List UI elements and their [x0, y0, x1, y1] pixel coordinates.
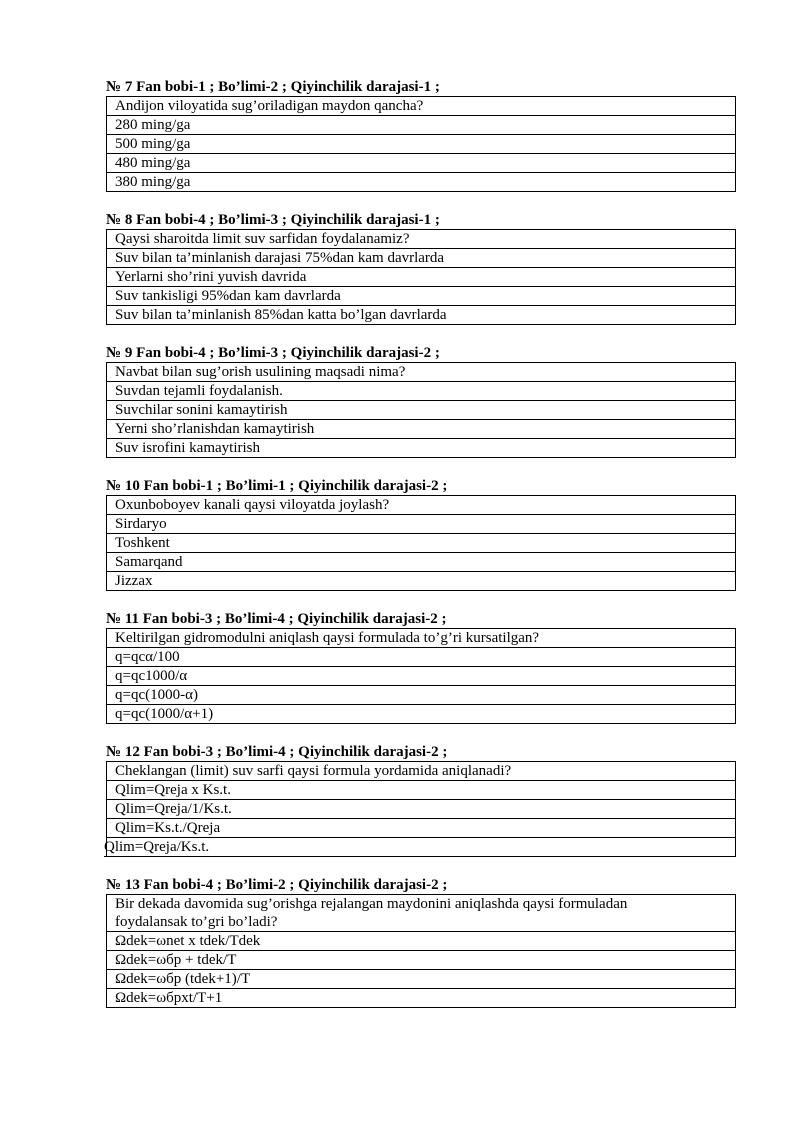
answer-option: q=qc1000/α — [107, 667, 735, 686]
answer-option: q=qcα/100 — [107, 648, 735, 667]
question-block-11 — [106, 610, 736, 724]
answer-option: Toshkent — [107, 534, 735, 553]
question-text: Bir dekada davomida sug’orishga rejalangan maydonini aniqlashda qaysi formuladan foydalansak to’gri bo’ladi? — [107, 895, 735, 932]
answer-option: q=qc(1000/α+1) — [107, 705, 735, 724]
question-block-7 — [106, 78, 736, 192]
question-table — [106, 894, 736, 1008]
answer-option: Samarqand — [107, 553, 735, 572]
question-header: № 13 Fan bobi-4 ; Bo’limi-2 ; Qiyinchilik darajasi-2 ; — [106, 877, 448, 893]
answer-option: Ωdek=ωбр + tdek/T — [107, 951, 735, 970]
answer-option: Suv isrofini kamaytirish — [107, 439, 735, 458]
answer-option: Suv bilan ta’minlanish 85%dan katta bo’lgan davrlarda — [107, 306, 735, 325]
question-block-12 — [106, 743, 736, 857]
question-header: № 11 Fan bobi-3 ; Bo’limi-4 ; Qiyinchilik darajasi-2 ; — [106, 611, 447, 627]
answer-option: Suvdan tejamli foydalanish. — [107, 382, 735, 401]
question-table — [106, 628, 736, 724]
question-table — [106, 362, 736, 458]
answer-option: 380 ming/ga — [107, 173, 735, 192]
answer-option: Suvchilar sonini kamaytirish — [107, 401, 735, 420]
question-header: № 8 Fan bobi-4 ; Bo’limi-3 ; Qiyinchilik darajasi-1 ; — [106, 212, 440, 228]
document-page — [106, 78, 736, 1027]
question-block-13 — [106, 876, 736, 1008]
question-block-9 — [106, 344, 736, 458]
question-block-10 — [106, 477, 736, 591]
answer-option: Yerni sho’rlanishdan kamaytirish — [107, 420, 735, 439]
answer-option: Ωdek=ωnet x tdek/Tdek — [107, 932, 735, 951]
question-table — [106, 229, 736, 325]
answer-option: Suv tankisligi 95%dan kam davrlarda — [107, 287, 735, 306]
answer-option: Jizzax — [107, 572, 735, 591]
question-header: № 9 Fan bobi-4 ; Bo’limi-3 ; Qiyinchilik darajasi-2 ; — [106, 345, 440, 361]
question-text: Navbat bilan sug’orish usulining maqsadi nima? — [107, 363, 735, 382]
question-text: Cheklangan (limit) suv sarfi qaysi formula yordamida aniqlanadi? — [107, 762, 735, 781]
question-header: № 10 Fan bobi-1 ; Bo’limi-1 ; Qiyinchilik darajasi-2 ; — [106, 478, 448, 494]
question-text: Andijon viloyatida sug’oriladigan maydon qancha? — [107, 97, 735, 116]
question-header: № 12 Fan bobi-3 ; Bo’limi-4 ; Qiyinchilik darajasi-2 ; — [106, 744, 448, 760]
question-table — [106, 495, 736, 591]
question-text: Keltirilgan gidromodulni aniqlash qaysi formulada to’g’ri kursatilgan? — [107, 629, 735, 648]
answer-option: Yerlarni sho’rini yuvish davrida — [107, 268, 735, 287]
answer-option: Qlim=Qreja/Ks.t. — [104, 838, 735, 857]
answer-option: 280 ming/ga — [107, 116, 735, 135]
answer-option: 480 ming/ga — [107, 154, 735, 173]
answer-option: Qlim=Qreja x Ks.t. — [107, 781, 735, 800]
question-block-8 — [106, 211, 736, 325]
question-header: № 7 Fan bobi-1 ; Bo’limi-2 ; Qiyinchilik darajasi-1 ; — [106, 79, 440, 95]
answer-option: Sirdaryo — [107, 515, 735, 534]
answer-option: Suv bilan ta’minlanish darajasi 75%dan kam davrlarda — [107, 249, 735, 268]
question-text: Qaysi sharoitda limit suv sarfidan foydalanamiz? — [107, 230, 735, 249]
question-table — [106, 96, 736, 192]
answer-option: Ωdek=ωбр (tdek+1)/T — [107, 970, 735, 989]
answer-option: 500 ming/ga — [107, 135, 735, 154]
answer-option: Qlim=Qreja/1/Ks.t. — [107, 800, 735, 819]
question-text: Oxunboboyev kanali qaysi viloyatda joylash? — [107, 496, 735, 515]
answer-option: Qlim=Ks.t./Qreja — [107, 819, 735, 838]
answer-option: q=qc(1000-α) — [107, 686, 735, 705]
question-table — [106, 761, 736, 857]
answer-option: Ωdek=ωбрхt/T+1 — [107, 989, 735, 1008]
